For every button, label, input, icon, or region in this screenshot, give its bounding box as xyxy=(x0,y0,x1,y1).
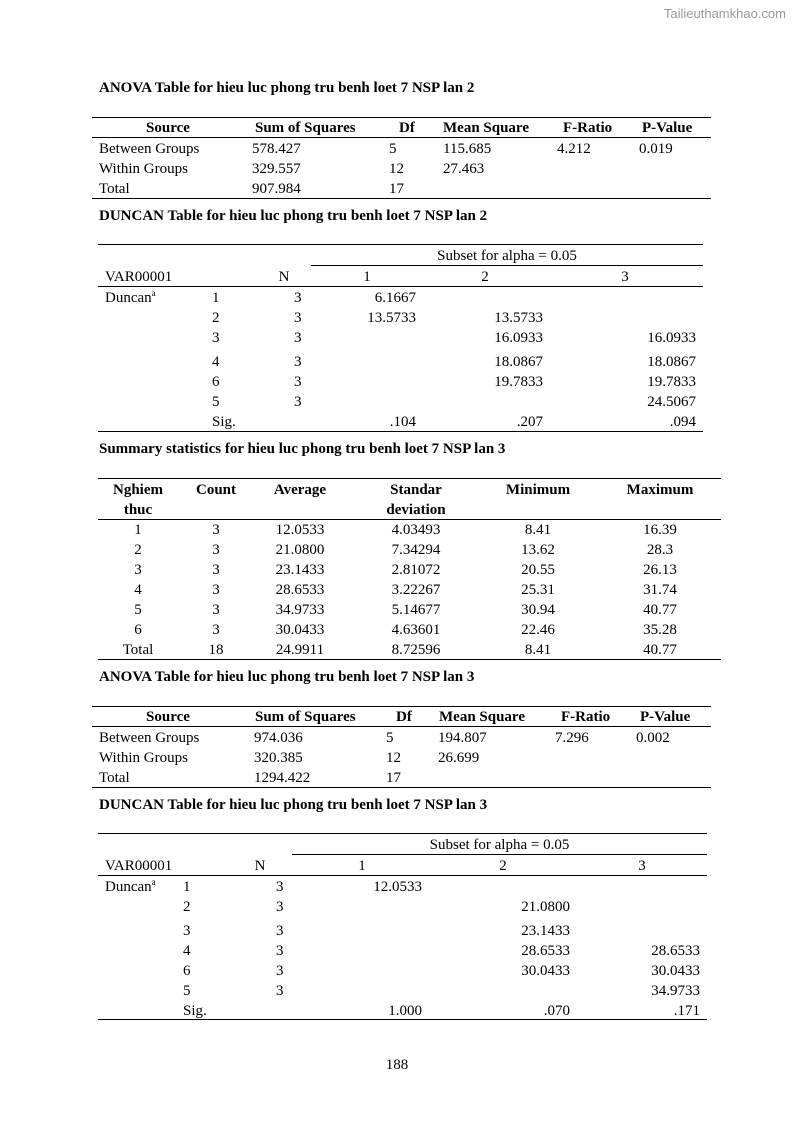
summary3-cell: 4.63601 xyxy=(391,622,441,638)
summary3-cell: 13.62 xyxy=(521,542,555,558)
anova3-cell: 320.385 xyxy=(254,750,303,766)
summary3-title: Summary statistics for hieu luc phong tru benh loet 7 NSP lan 3 xyxy=(99,441,506,457)
duncan3-n-label: N xyxy=(254,858,266,874)
duncan3-sig-label: Sig. xyxy=(183,1003,207,1019)
duncan3-n: 3 xyxy=(276,879,284,895)
anova3-cell: 1294.422 xyxy=(254,770,311,786)
summary3-header-deviation: deviation xyxy=(386,502,446,518)
summary3-cell: 40.77 xyxy=(643,642,677,658)
summary3-header-thuc: thuc xyxy=(123,502,153,518)
duncan2-sig: .207 xyxy=(516,414,543,430)
duncan3-s2: 30.0433 xyxy=(521,963,570,979)
summary3-cell: 1 xyxy=(134,522,142,538)
page-number: 188 xyxy=(385,1057,409,1073)
duncan3-subset-col: 1 xyxy=(358,858,366,874)
duncan2-group: 5 xyxy=(212,394,220,410)
summary3-top-rule xyxy=(98,478,721,479)
summary3-header-nghiem: Nghiem xyxy=(113,482,163,498)
anova3-header-p: P-Value xyxy=(640,709,691,725)
summary3-header-average: Average xyxy=(273,482,327,498)
duncan3-sig: 1.000 xyxy=(388,1003,422,1019)
summary3-cell: 3.22267 xyxy=(391,582,441,598)
duncan3-group: 4 xyxy=(183,943,191,959)
anova3-cell: 5 xyxy=(386,730,394,746)
summary3-cell: 24.9911 xyxy=(275,642,325,658)
summary3-cell: 2.81072 xyxy=(391,562,441,578)
duncan2-sig: .094 xyxy=(669,414,696,430)
duncan3-s2: 23.1433 xyxy=(521,923,570,939)
summary3-cell: Total xyxy=(122,642,154,658)
anova2-cell: Between Groups xyxy=(99,141,200,157)
duncan3-subset-col: 3 xyxy=(638,858,646,874)
anova3-cell: Within Groups xyxy=(99,750,188,766)
anova2-cell: 4.212 xyxy=(557,141,591,157)
duncan3-sig: .070 xyxy=(543,1003,570,1019)
summary3-cell: 18 xyxy=(208,642,224,658)
duncan3-sig: .171 xyxy=(673,1003,700,1019)
duncan2-subset-col: 1 xyxy=(363,269,371,285)
duncan2-sig: .104 xyxy=(389,414,416,430)
duncan2-s1: 6.1667 xyxy=(374,290,416,306)
summary3-cell: 4 xyxy=(134,582,142,598)
anova2-header-f: F-Ratio xyxy=(563,120,613,136)
anova3-cell: Between Groups xyxy=(99,730,200,746)
duncan2-s2: 16.0933 xyxy=(494,330,543,346)
duncan3-group: 5 xyxy=(183,983,191,999)
duncan2-n: 3 xyxy=(294,374,302,390)
duncan2-subset-col: 2 xyxy=(481,269,489,285)
anova2-title: ANOVA Table for hieu luc phong tru benh loet 7 NSP lan 2 xyxy=(99,80,475,96)
duncan2-subset-header: Subset for alpha = 0.05 xyxy=(437,248,577,264)
anova3-header-df: Df xyxy=(396,709,412,725)
duncan2-n-label: N xyxy=(278,269,290,285)
duncan3-n: 3 xyxy=(276,983,284,999)
summary3-header-maximum: Maximum xyxy=(626,482,694,498)
anova3-cell: 194.807 xyxy=(438,730,487,746)
summary3-cell: 22.46 xyxy=(521,622,555,638)
anova3-cell: 7.296 xyxy=(555,730,589,746)
anova2-header-ms: Mean Square xyxy=(443,120,529,136)
duncan2-n: 3 xyxy=(294,354,302,370)
summary3-cell: 3 xyxy=(134,562,142,578)
summary3-header-standar: Standar xyxy=(390,482,442,498)
summary3-cell: 12.0533 xyxy=(275,522,325,538)
duncan3-var-label: VAR00001 xyxy=(105,858,173,874)
duncan2-subset-col: 3 xyxy=(621,269,629,285)
summary3-cell: 3 xyxy=(212,562,220,578)
duncan3-n: 3 xyxy=(276,963,284,979)
summary3-cell: 21.0800 xyxy=(275,542,325,558)
summary3-cell: 16.39 xyxy=(643,522,677,538)
duncan3-title: DUNCAN Table for hieu luc phong tru benh loet 7 NSP lan 3 xyxy=(99,797,488,813)
duncan2-s3: 19.7833 xyxy=(647,374,696,390)
anova2-cell: 115.685 xyxy=(443,141,492,157)
anova2-cell: Within Groups xyxy=(99,161,188,177)
anova3-header-f: F-Ratio xyxy=(561,709,611,725)
summary3-cell: 20.55 xyxy=(521,562,555,578)
duncan2-s1: 13.5733 xyxy=(367,310,416,326)
summary3-cell: 6 xyxy=(134,622,142,638)
duncan2-n: 3 xyxy=(294,310,302,326)
summary3-cell: 25.31 xyxy=(521,582,555,598)
duncan2-group: 3 xyxy=(212,330,220,346)
duncan2-s2: 19.7833 xyxy=(494,374,543,390)
duncan3-method-label: Duncan$^a$ xyxy=(105,877,156,895)
duncan3-top-rule xyxy=(98,833,707,834)
anova2-cell: Total xyxy=(99,181,130,197)
summary3-header-count: Count xyxy=(195,482,236,498)
duncan2-group: 2 xyxy=(212,310,220,326)
duncan2-s2: 13.5733 xyxy=(494,310,543,326)
summary3-cell: 28.6533 xyxy=(275,582,325,598)
anova2-cell: 12 xyxy=(389,161,404,177)
anova3-cell: Total xyxy=(99,770,130,786)
duncan3-s2: 21.0800 xyxy=(521,899,570,915)
duncan3-group: 3 xyxy=(183,923,191,939)
anova3-cell: 26.699 xyxy=(438,750,480,766)
summary3-cell: 3 xyxy=(212,542,220,558)
duncan2-group: 1 xyxy=(212,290,220,306)
duncan2-n: 3 xyxy=(294,330,302,346)
duncan2-group: 4 xyxy=(212,354,220,370)
duncan3-s3: 30.0433 xyxy=(651,963,700,979)
duncan2-sig-label: Sig. xyxy=(212,414,236,430)
duncan3-s1: 12.0533 xyxy=(373,879,422,895)
summary3-cell: 5.14677 xyxy=(391,602,441,618)
summary3-cell: 3 xyxy=(212,622,220,638)
duncan3-header-rule xyxy=(98,875,707,876)
summary3-cell: 3 xyxy=(212,602,220,618)
anova2-cell: 578.427 xyxy=(252,141,301,157)
summary3-cell: 8.72596 xyxy=(391,642,441,658)
anova2-cell: 0.019 xyxy=(639,141,673,157)
summary3-cell: 2 xyxy=(134,542,142,558)
duncan2-s3: 18.0867 xyxy=(647,354,696,370)
anova2-cell: 329.557 xyxy=(252,161,301,177)
duncan3-subset-col: 2 xyxy=(499,858,507,874)
anova3-cell: 0.002 xyxy=(636,730,670,746)
duncan3-n: 3 xyxy=(276,943,284,959)
anova2-header-p: P-Value xyxy=(642,120,693,136)
anova3-header-ss: Sum of Squares xyxy=(255,709,356,725)
summary3-cell: 26.13 xyxy=(643,562,677,578)
summary3-cell: 30.94 xyxy=(521,602,555,618)
anova3-cell: 12 xyxy=(386,750,401,766)
duncan2-var-label: VAR00001 xyxy=(105,269,173,285)
summary3-cell: 3 xyxy=(212,522,220,538)
summary3-cell: 8.41 xyxy=(524,522,552,538)
duncan2-s3: 24.5067 xyxy=(647,394,696,410)
summary3-cell: 5 xyxy=(134,602,142,618)
summary3-cell: 35.28 xyxy=(643,622,677,638)
anova2-header-ss: Sum of Squares xyxy=(255,120,356,136)
summary3-cell: 31.74 xyxy=(643,582,677,598)
duncan3-n: 3 xyxy=(276,923,284,939)
summary3-cell: 30.0433 xyxy=(275,622,325,638)
duncan3-s2: 28.6533 xyxy=(521,943,570,959)
duncan3-s3: 34.9733 xyxy=(651,983,700,999)
anova3-cell: 17 xyxy=(386,770,401,786)
anova3-header-ms: Mean Square xyxy=(439,709,525,725)
summary3-cell: 34.9733 xyxy=(275,602,325,618)
anova3-bottom-rule xyxy=(92,787,711,788)
summary3-header-minimum: Minimum xyxy=(505,482,571,498)
duncan3-s3: 28.6533 xyxy=(651,943,700,959)
anova2-cell: 17 xyxy=(389,181,404,197)
duncan3-group: 2 xyxy=(183,899,191,915)
anova3-cell: 974.036 xyxy=(254,730,303,746)
watermark: Tailieuthamkhao.com xyxy=(663,6,786,21)
summary3-cell: 40.77 xyxy=(643,602,677,618)
summary3-cell: 7.34294 xyxy=(391,542,441,558)
summary3-cell: 3 xyxy=(212,582,220,598)
duncan2-top-rule xyxy=(98,244,703,245)
duncan3-n: 3 xyxy=(276,899,284,915)
anova3-header-source: Source xyxy=(146,709,190,725)
anova2-header-source: Source xyxy=(146,120,190,136)
duncan3-group: 1 xyxy=(183,879,191,895)
summary3-cell: 4.03493 xyxy=(391,522,441,538)
duncan3-group: 6 xyxy=(183,963,191,979)
duncan2-s3: 16.0933 xyxy=(647,330,696,346)
duncan2-s2: 18.0867 xyxy=(494,354,543,370)
summary3-cell: 8.41 xyxy=(524,642,552,658)
anova2-cell: 907.984 xyxy=(252,181,301,197)
summary3-cell: 23.1433 xyxy=(275,562,325,578)
summary3-cell: 28.3 xyxy=(646,542,674,558)
anova2-header-df: Df xyxy=(399,120,415,136)
duncan2-n: 3 xyxy=(294,290,302,306)
anova3-title: ANOVA Table for hieu luc phong tru benh loet 7 NSP lan 3 xyxy=(99,669,475,685)
duncan2-title: DUNCAN Table for hieu luc phong tru benh loet 7 NSP lan 2 xyxy=(99,208,488,224)
duncan3-subset-header: Subset for alpha = 0.05 xyxy=(429,837,570,853)
duncan2-n: 3 xyxy=(294,394,302,410)
anova2-cell: 27.463 xyxy=(443,161,485,177)
duncan2-method-label: Duncan$^a$ xyxy=(105,288,156,306)
anova2-cell: 5 xyxy=(389,141,397,157)
duncan2-group: 6 xyxy=(212,374,220,390)
